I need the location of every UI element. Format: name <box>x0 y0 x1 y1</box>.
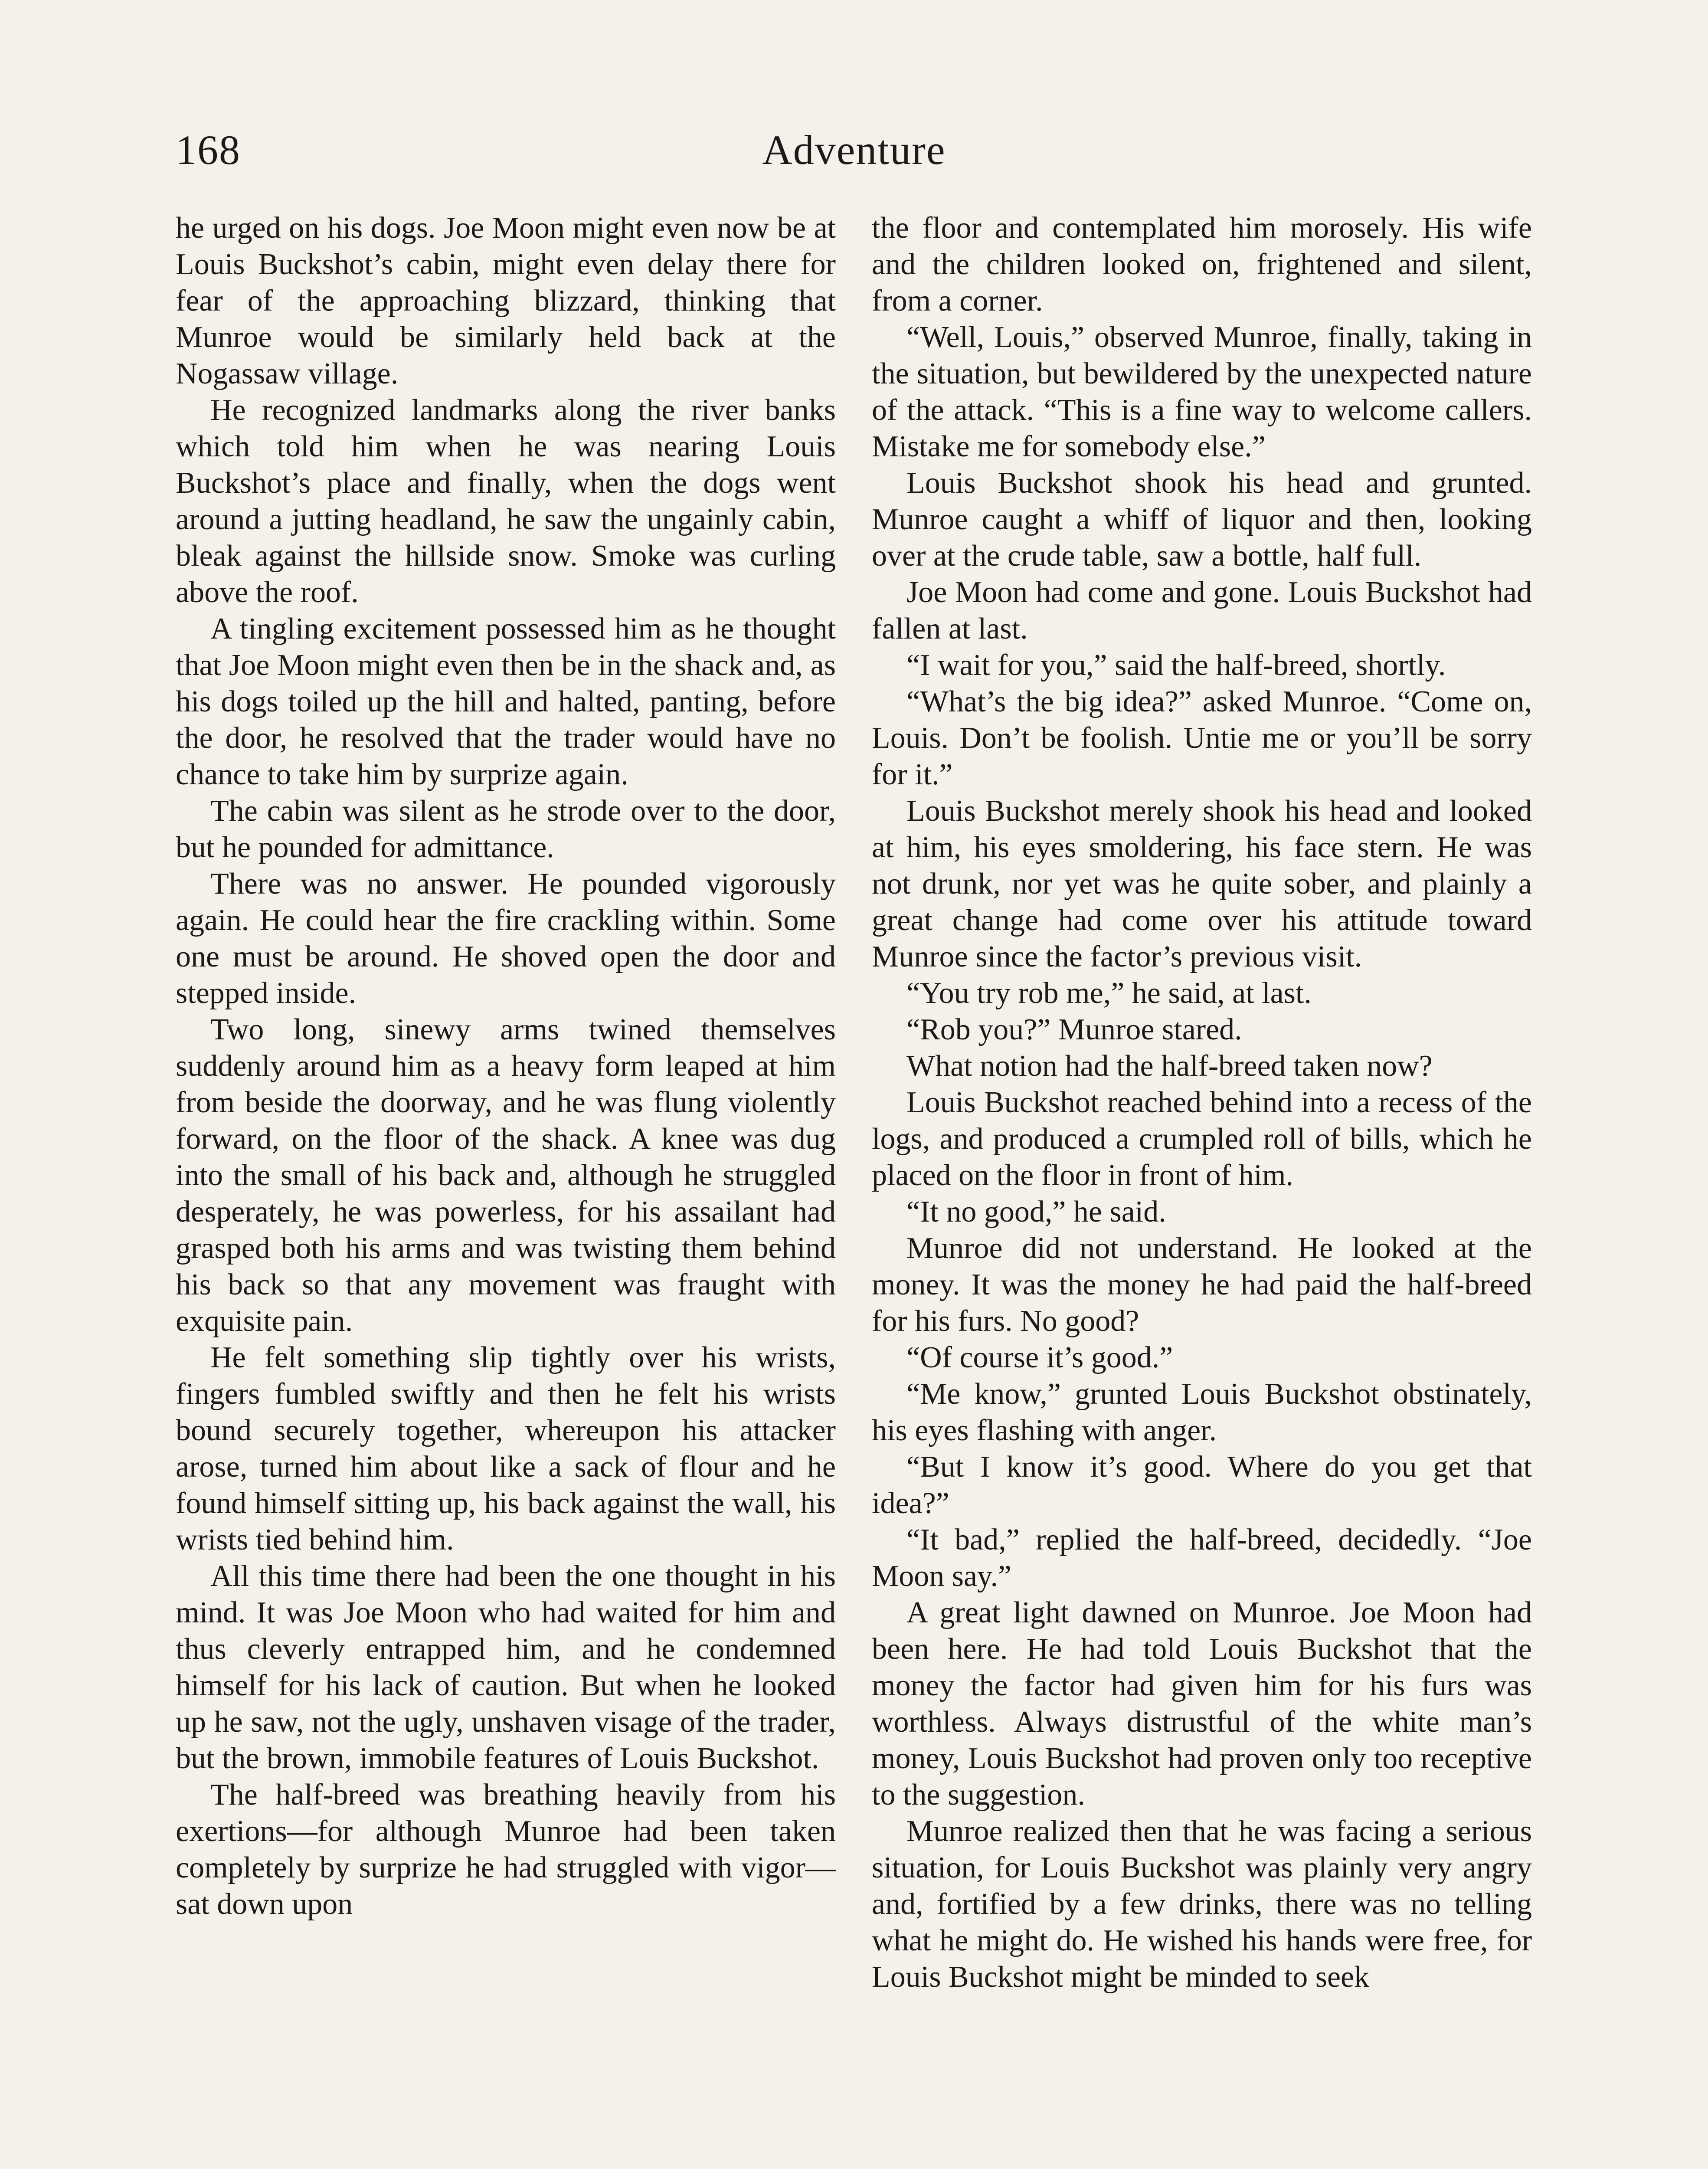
paragraph: He recognized landmarks along the river banks which told him when he was nearing Louis Buckshot’s place and finally, when the dogs went around a jutting headland, he saw the ungainly cabin, bleak against the hillside snow. Smoke was curling above the roof. <box>176 393 836 609</box>
paragraph: Two long, sinewy arms twined themselves suddenly around him as a heavy form leaped at him from beside the doorway, and he was flung violently forward, on the floor of the shack. A knee was dug into the small of his back and, although he struggled desperately, he was powerless, for his assailant had grasped both his arms and was twisting them behind his back so that any movement was fraught with exquisite pain. <box>176 1013 836 1338</box>
right-column <box>872 210 1532 2169</box>
paragraph: Joe Moon had come and gone. Louis Buckshot had fallen at last. <box>872 576 1532 645</box>
paragraph: “What’s the big idea?” asked Munroe. “Come on, Louis. Don’t be foolish. Untie me or you’ll be sorry for it.” <box>872 685 1532 791</box>
paragraph: “Well, Louis,” observed Munroe, finally, taking in the situation, but bewildered by the unexpected nature of the attack. “This is a fine way to welcome callers. Mistake me for somebody else.” <box>872 321 1532 463</box>
paragraph: the floor and contemplated him morosely. His wife and the children looked on, frightened and silent, from a corner. <box>872 211 1532 318</box>
paragraph: Louis Buckshot reached behind into a recess of the logs, and produced a crumpled roll of bills, which he placed on the floor in front of him. <box>872 1086 1532 1192</box>
paragraph: Munroe realized then that he was facing a serious situation, for Louis Buckshot was plainly very angry and, fortified by a few drinks, there was no telling what he might do. He wished his hands were free, for Louis Buckshot might be minded to seek <box>872 1815 1532 1994</box>
paragraph: There was no answer. He pounded vigorously again. He could hear the fire crackling within. Some one must be around. He shoved open the door and stepped inside. <box>176 867 836 1010</box>
paragraph: “Rob you?” Munroe stared. <box>906 1013 1242 1046</box>
paragraph: he urged on his dogs. Joe Moon might even now be at Louis Buckshot’s cabin, might even delay there for fear of the approaching blizzard, thinking that Munroe would be similarly held back at the Nogassaw village. <box>176 211 836 390</box>
paragraph: “It no good,” he said. <box>906 1195 1166 1229</box>
page-number: 168 <box>176 127 241 173</box>
paragraph: All this time there had been the one thought in his mind. It was Joe Moon who had waited for him and thus cleverly entrapped him, and he condemned himself for his lack of caution. But when he looked up he saw, not the ugly, unshaven visage of the trader, but the brown, immobile features of Louis Buckshot. <box>176 1560 836 1775</box>
paragraph: “But I know it’s good. Where do you get that idea?” <box>872 1450 1532 1520</box>
paragraph: What notion had the half-breed taken now? <box>906 1049 1433 1083</box>
paragraph: Louis Buckshot merely shook his head and looked at him, his eyes smoldering, his face stern. He was not drunk, nor yet was he quite sober, and plainly a great change had come over his attitude toward Munroe since the factor’s previous visit. <box>872 794 1532 973</box>
paragraph: “I wait for you,” said the half-breed, shortly. <box>906 649 1446 682</box>
paragraph: He felt something slip tightly over his wrists, fingers fumbled swiftly and then he felt his wrists bound securely together, whereupon his attacker arose, turned him about like a sack of flour and he found himself sitting up, his back against the wall, his wrists tied behind him. <box>176 1341 836 1556</box>
paragraph: “You try rob me,” he said, at last. <box>906 976 1312 1010</box>
paragraph: Louis Buckshot shook his head and grunted. Munroe caught a whiff of liquor and then, looking over at the crude table, saw a bottle, half full. <box>872 466 1532 573</box>
page-header <box>0 126 1708 187</box>
paragraph: The half-breed was breathing heavily from his exertions—for although Munroe had been taken completely by surprize he had struggled with vigor—sat down upon <box>176 1778 836 1921</box>
paragraph: “It bad,” replied the half-breed, decidedly. “Joe Moon say.” <box>872 1523 1532 1593</box>
paragraph: A tingling excitement possessed him as he thought that Joe Moon might even then be in the shack and, as his dogs toiled up the hill and halted, panting, before the door, he resolved that the trader would have no chance to take him by surprize again. <box>176 612 836 791</box>
paragraph: “Of course it’s good.” <box>906 1341 1173 1374</box>
paragraph: The cabin was silent as he strode over to the door, but he pounded for admittance. <box>176 794 836 864</box>
paragraph: A great light dawned on Munroe. Joe Moon had been here. He had told Louis Buckshot that the money the factor had given him for his furs was worthless. Always distrustful of the white man’s money, Louis Buckshot had proven only too receptive to the suggestion. <box>872 1596 1532 1812</box>
paragraph: Munroe did not understand. He looked at the money. It was the money he had paid the half-breed for his furs. No good? <box>872 1232 1532 1338</box>
left-column <box>176 210 836 2169</box>
running-title: Adventure <box>762 127 946 173</box>
paragraph: “Me know,” grunted Louis Buckshot obstinately, his eyes flashing with anger. <box>872 1377 1532 1447</box>
